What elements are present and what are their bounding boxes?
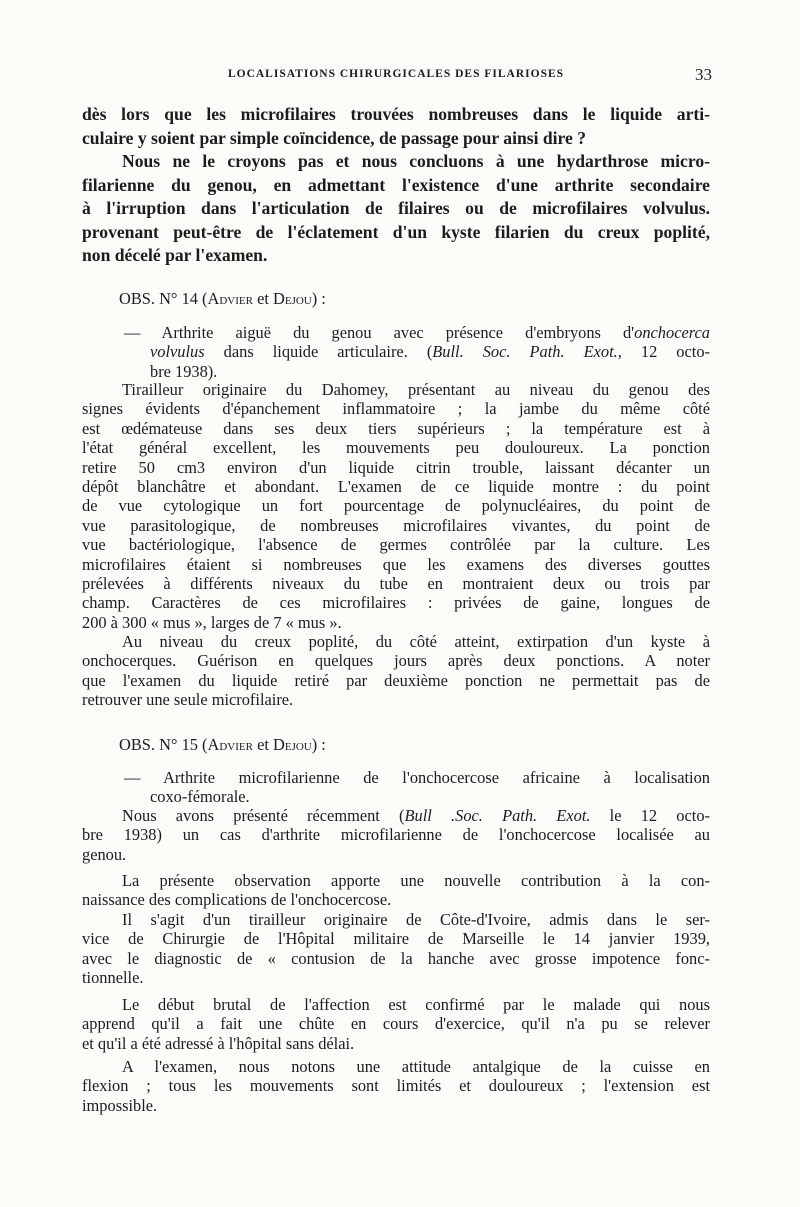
text-line: Le début brutal de l'affection est confirmé par le malade qui nous — [122, 995, 710, 1014]
text-line: retire 50 cm3 environ d'un liquide citrin trouble, laissant décanter un — [82, 457, 710, 477]
text-line: avec le diagnostic de « contusion de la hanche avec grosse impotence fonc- — [82, 948, 710, 968]
text-line: dépôt blanchâtre et abondant. L'examen de ce liquide montre : du point — [82, 477, 710, 497]
obs-14-heading — [82, 289, 710, 309]
obs-14-summary — [82, 323, 710, 381]
text-line: Nous ne le croyons pas et nous concluons à une hydarthrose micro- — [122, 151, 710, 171]
text-line: filarienne du genou, en admettant l'existence d'une arthrite secondaire — [82, 174, 710, 195]
text-line: volvulus dans liquide articulaire. (Bull. Soc. Path. Exot., 12 octo- — [150, 342, 710, 362]
conjunction: et — [252, 289, 274, 308]
heading-prefix: OBS. N° 14 ( — [119, 289, 208, 308]
text-line: flexion ; tous les mouvements sont limités et douloureux ; l'extension est — [82, 1076, 710, 1096]
obs-15-paragraph-1 — [82, 806, 710, 864]
text-line: et qu'il a été adressé à l'hôpital sans délai. — [82, 1033, 355, 1053]
running-title: LOCALISATIONS CHIRURGICALES DES FILARIOSES — [227, 68, 565, 80]
obs-14-paragraph-1 — [82, 380, 710, 632]
text-line: est œdémateuse dans ses deux tiers supérieurs ; la température est à — [82, 418, 710, 438]
text-line: Il s'agit d'un tirailleur originaire de Côte-d'Ivoire, admis dans le ser- — [122, 910, 710, 929]
text-line: bre 1938) un cas d'arthrite microfilarienne de l'onchocercose localisée au — [82, 825, 710, 845]
obs-15-paragraph-2 — [82, 871, 710, 910]
obs-15-paragraph-3 — [82, 910, 710, 988]
running-head — [82, 65, 712, 88]
author: Dejou — [273, 289, 312, 308]
text-line: onchocerques. Guérison en quelques jours après deux ponctions. A noter — [82, 651, 710, 671]
text-line: à l'irruption dans l'articulation de filaires ou de microfilaires volvulus. — [82, 198, 710, 218]
text-line: 200 à 300 « mus », larges de 7 « mus ». — [82, 612, 342, 632]
text-line: vue bactériologique, l'absence de germes contrôlée par la culture. Les — [82, 535, 710, 555]
author: Advier — [207, 289, 253, 308]
text-line: apprend qu'il a fait une chûte en cours d'exercice, qu'il n'a pu se relever — [82, 1014, 710, 1034]
text-line: tionnelle. — [82, 968, 144, 988]
heading-suffix: ) : — [311, 735, 326, 754]
intro-paragraph-2 — [82, 150, 710, 268]
text-line: bre 1938). — [150, 361, 218, 381]
text-line: A l'examen, nous notons une attitude antalgique de la cuisse en — [122, 1057, 710, 1076]
text-line: impossible. — [82, 1095, 158, 1115]
text-line: que l'examen du liquide retiré par deuxième ponction ne permettait pas de — [82, 670, 710, 690]
text-line: — Arthrite aiguë du genou avec présence d'embryons d'onchocerca — [124, 323, 710, 342]
text-line: Tirailleur originaire du Dahomey, présentant au niveau du genou des — [122, 380, 710, 399]
text-line: champ. Caractères de ces microfilaires : privées de gaine, longues de — [82, 593, 710, 613]
text-line: provenant peut-être de l'éclatement d'un kyste filarien du creux poplité, — [82, 221, 710, 242]
text-line: retrouver une seule microfilaire. — [82, 690, 294, 710]
obs-15-heading — [82, 735, 710, 755]
heading-suffix: ) : — [311, 289, 326, 308]
text-line: Nous avons présenté récemment (Bull .Soc. Path. Exot. le 12 octo- — [122, 806, 710, 825]
obs-15-summary — [82, 768, 710, 807]
heading-prefix: OBS. N° 15 ( — [119, 735, 208, 754]
text-line: vice de Chirurgie de l'Hôpital militaire de Marseille le 14 janvier 1939, — [82, 929, 710, 949]
obs-14-paragraph-2 — [82, 632, 710, 710]
text-line: genou. — [82, 844, 127, 864]
text-line: coxo-fémorale. — [150, 787, 250, 807]
author: Advier — [207, 735, 253, 754]
obs-15-paragraph-5 — [82, 1057, 710, 1115]
text-line: Au niveau du creux poplité, du côté atteint, extirpation d'un kyste à — [122, 632, 710, 651]
text-line: microfilaires étaient si nombreuses que les examens des diverses gouttes — [82, 554, 710, 574]
text-line: naissance des complications de l'onchocercose. — [82, 890, 392, 910]
text-line: La présente observation apporte une nouvelle contribution à la con- — [122, 871, 710, 890]
text-line: prélevées à différents niveaux du tube en montraient deux ou trois par — [82, 574, 710, 594]
text-line: culaire y soient par simple coïncidence, de passage pour ainsi dire ? — [82, 127, 587, 148]
conjunction: et — [252, 735, 274, 754]
intro-paragraph-1 — [82, 103, 710, 150]
obs-15-paragraph-4 — [82, 995, 710, 1053]
text-line: l'état général excellent, les mouvements peu douloureux. La ponction — [82, 438, 710, 458]
text-line: dès lors que les microfilaires trouvées nombreuses dans le liquide arti- — [82, 104, 710, 124]
text-line: — Arthrite microfilarienne de l'onchocercose africaine à localisation — [124, 768, 710, 787]
author: Dejou — [273, 735, 312, 754]
text-line: non décelé par l'examen. — [82, 245, 268, 265]
page-number: 33 — [695, 65, 712, 84]
text-line: vue parasitologique, de nombreuses microfilaires vivantes, du point de — [82, 515, 710, 535]
text-line: signes évidents d'épanchement inflammatoire ; la jambe du même côté — [82, 399, 710, 419]
text-line: de vue cytologique un fort pourcentage de polynucléaires, du point de — [82, 496, 710, 516]
